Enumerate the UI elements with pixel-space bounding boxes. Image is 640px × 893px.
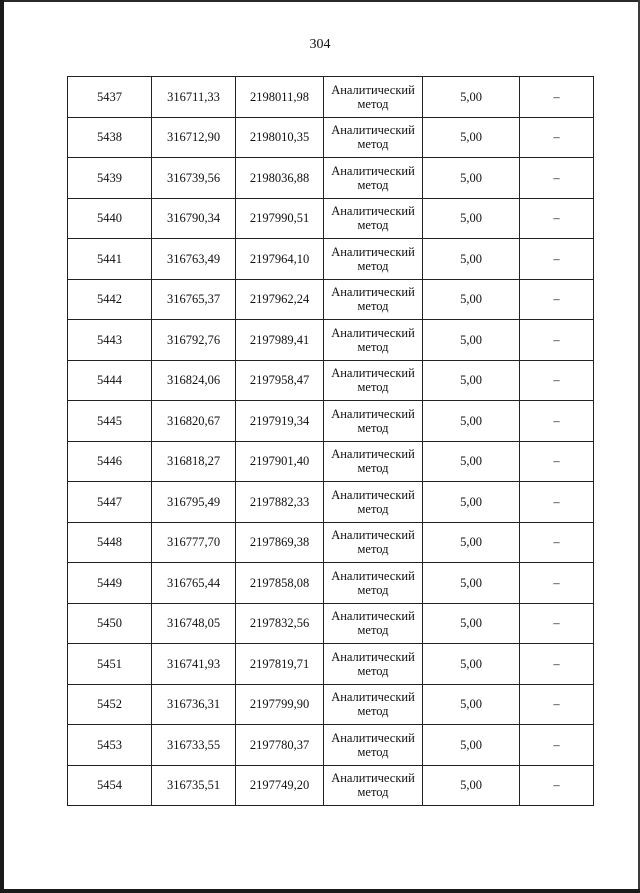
method-cell bbox=[324, 77, 423, 118]
point-number: 5454 bbox=[97, 778, 122, 793]
error-value-cell bbox=[423, 77, 520, 118]
x-coordinate: 316736,31 bbox=[166, 697, 221, 712]
method-cell bbox=[324, 198, 423, 239]
y-coordinate: 2197869,38 bbox=[249, 535, 310, 550]
method-line-2: метод bbox=[357, 461, 389, 476]
error-value: 5,00 bbox=[460, 211, 482, 226]
method-line-2: метод bbox=[357, 177, 389, 192]
scan-edge-left bbox=[0, 0, 4, 893]
y-coordinate-cell bbox=[236, 158, 324, 199]
point-number: 5444 bbox=[97, 373, 122, 388]
x-coordinate: 316733,55 bbox=[166, 737, 221, 752]
y-coordinate: 2197990,51 bbox=[249, 211, 310, 226]
point-number: 5453 bbox=[97, 737, 122, 752]
y-coordinate: 2197901,40 bbox=[249, 454, 310, 469]
note-cell bbox=[520, 117, 594, 158]
x-coordinate: 316711,33 bbox=[167, 89, 220, 104]
method-line-2: метод bbox=[357, 623, 389, 638]
point-number: 5438 bbox=[97, 130, 122, 145]
error-value-cell bbox=[423, 239, 520, 280]
point-number-cell bbox=[68, 360, 152, 401]
error-value-cell bbox=[423, 401, 520, 442]
error-value-cell bbox=[423, 198, 520, 239]
method-cell bbox=[324, 441, 423, 482]
note-cell bbox=[520, 765, 594, 806]
y-coordinate: 2197882,33 bbox=[249, 494, 310, 509]
x-coordinate-cell bbox=[152, 441, 236, 482]
error-value-cell bbox=[423, 441, 520, 482]
method-line-1: Аналитический bbox=[331, 487, 415, 502]
method-cell bbox=[324, 279, 423, 320]
y-coordinate-cell bbox=[236, 482, 324, 523]
y-coordinate-cell bbox=[236, 644, 324, 685]
method-cell bbox=[324, 644, 423, 685]
y-coordinate: 2197780,37 bbox=[249, 737, 310, 752]
error-value-cell bbox=[423, 725, 520, 766]
table-row bbox=[68, 765, 594, 806]
method-line-2: метод bbox=[357, 785, 389, 800]
table-row bbox=[68, 725, 594, 766]
table-row bbox=[68, 401, 594, 442]
error-value-cell bbox=[423, 482, 520, 523]
method-cell bbox=[324, 239, 423, 280]
y-coordinate-cell bbox=[236, 77, 324, 118]
y-coordinate: 2198036,88 bbox=[249, 170, 310, 185]
method-line-1: Аналитический bbox=[331, 244, 415, 259]
point-number-cell bbox=[68, 725, 152, 766]
point-number: 5441 bbox=[97, 251, 122, 266]
table-row bbox=[68, 603, 594, 644]
x-coordinate-cell bbox=[152, 158, 236, 199]
point-number: 5450 bbox=[97, 616, 122, 631]
table-row bbox=[68, 279, 594, 320]
y-coordinate-cell bbox=[236, 401, 324, 442]
point-number-cell bbox=[68, 158, 152, 199]
point-number-cell bbox=[68, 198, 152, 239]
error-value: 5,00 bbox=[460, 130, 482, 145]
note-cell bbox=[520, 603, 594, 644]
method-cell bbox=[324, 158, 423, 199]
x-coordinate: 316824,06 bbox=[166, 373, 221, 388]
note-dash: – bbox=[553, 454, 560, 469]
note-cell bbox=[520, 360, 594, 401]
y-coordinate-cell bbox=[236, 603, 324, 644]
error-value: 5,00 bbox=[460, 575, 482, 590]
y-coordinate: 2197749,20 bbox=[249, 778, 310, 793]
note-dash: – bbox=[553, 130, 560, 145]
error-value: 5,00 bbox=[460, 373, 482, 388]
x-coordinate-cell bbox=[152, 77, 236, 118]
method-line-1: Аналитический bbox=[331, 204, 415, 219]
x-coordinate: 316739,56 bbox=[166, 170, 221, 185]
x-coordinate: 316712,90 bbox=[166, 130, 221, 145]
x-coordinate: 316818,27 bbox=[166, 454, 221, 469]
point-number-cell bbox=[68, 401, 152, 442]
error-value: 5,00 bbox=[460, 170, 482, 185]
x-coordinate: 316765,37 bbox=[166, 292, 221, 307]
x-coordinate: 316790,34 bbox=[166, 211, 221, 226]
table-row bbox=[68, 360, 594, 401]
x-coordinate-cell bbox=[152, 563, 236, 604]
note-dash: – bbox=[553, 616, 560, 631]
y-coordinate-cell bbox=[236, 117, 324, 158]
error-value: 5,00 bbox=[460, 656, 482, 671]
table-row bbox=[68, 198, 594, 239]
note-dash: – bbox=[553, 373, 560, 388]
point-number: 5446 bbox=[97, 454, 122, 469]
y-coordinate: 2198011,98 bbox=[250, 89, 309, 104]
point-number-cell bbox=[68, 320, 152, 361]
point-number-cell bbox=[68, 77, 152, 118]
page-number: 304 bbox=[309, 37, 331, 52]
table-row bbox=[68, 239, 594, 280]
point-number-cell bbox=[68, 441, 152, 482]
x-coordinate-cell bbox=[152, 522, 236, 563]
x-coordinate: 316735,51 bbox=[166, 778, 221, 793]
point-number: 5442 bbox=[97, 292, 122, 307]
error-value: 5,00 bbox=[460, 494, 482, 509]
method-cell bbox=[324, 360, 423, 401]
x-coordinate: 316792,76 bbox=[166, 332, 221, 347]
method-cell bbox=[324, 117, 423, 158]
method-line-2: метод bbox=[357, 339, 389, 354]
x-coordinate-cell bbox=[152, 482, 236, 523]
method-line-2: метод bbox=[357, 96, 389, 111]
note-cell bbox=[520, 684, 594, 725]
error-value: 5,00 bbox=[460, 413, 482, 428]
x-coordinate-cell bbox=[152, 360, 236, 401]
y-coordinate-cell bbox=[236, 320, 324, 361]
scan-edge-bottom bbox=[0, 889, 640, 893]
table-row bbox=[68, 320, 594, 361]
method-line-1: Аналитический bbox=[331, 325, 415, 340]
y-coordinate: 2197819,71 bbox=[249, 656, 310, 671]
point-number: 5449 bbox=[97, 575, 122, 590]
note-cell bbox=[520, 320, 594, 361]
note-dash: – bbox=[553, 535, 560, 550]
error-value-cell bbox=[423, 684, 520, 725]
note-dash: – bbox=[553, 332, 560, 347]
y-coordinate-cell bbox=[236, 279, 324, 320]
method-line-1: Аналитический bbox=[331, 609, 415, 624]
table-row bbox=[68, 117, 594, 158]
error-value-cell bbox=[423, 563, 520, 604]
note-cell bbox=[520, 482, 594, 523]
x-coordinate: 316748,05 bbox=[166, 616, 221, 631]
note-cell bbox=[520, 239, 594, 280]
method-line-1: Аналитический bbox=[331, 163, 415, 178]
method-line-2: метод bbox=[357, 258, 389, 273]
method-line-2: метод bbox=[357, 380, 389, 395]
method-line-1: Аналитический bbox=[331, 447, 415, 462]
method-line-2: метод bbox=[357, 299, 389, 314]
y-coordinate: 2197964,10 bbox=[249, 251, 310, 266]
point-number-cell bbox=[68, 279, 152, 320]
table-row bbox=[68, 644, 594, 685]
note-dash: – bbox=[553, 170, 560, 185]
x-coordinate-cell bbox=[152, 644, 236, 685]
note-dash: – bbox=[553, 89, 560, 104]
x-coordinate-cell bbox=[152, 320, 236, 361]
note-cell bbox=[520, 563, 594, 604]
error-value-cell bbox=[423, 765, 520, 806]
error-value: 5,00 bbox=[460, 251, 482, 266]
y-coordinate: 2198010,35 bbox=[249, 130, 310, 145]
note-cell bbox=[520, 725, 594, 766]
x-coordinate-cell bbox=[152, 117, 236, 158]
method-line-1: Аналитический bbox=[331, 568, 415, 583]
error-value: 5,00 bbox=[460, 332, 482, 347]
coordinates-table-container bbox=[67, 76, 593, 806]
y-coordinate: 2197989,41 bbox=[249, 332, 310, 347]
y-coordinate: 2197958,47 bbox=[249, 373, 310, 388]
note-dash: – bbox=[553, 292, 560, 307]
point-number: 5452 bbox=[97, 697, 122, 712]
table-row bbox=[68, 563, 594, 604]
method-line-1: Аналитический bbox=[331, 649, 415, 664]
error-value-cell bbox=[423, 117, 520, 158]
point-number-cell bbox=[68, 684, 152, 725]
note-cell bbox=[520, 198, 594, 239]
error-value-cell bbox=[423, 320, 520, 361]
method-cell bbox=[324, 684, 423, 725]
method-line-1: Аналитический bbox=[331, 406, 415, 421]
note-dash: – bbox=[553, 413, 560, 428]
x-coordinate-cell bbox=[152, 765, 236, 806]
x-coordinate-cell bbox=[152, 239, 236, 280]
note-cell bbox=[520, 644, 594, 685]
x-coordinate: 316777,70 bbox=[166, 535, 221, 550]
method-line-2: метод bbox=[357, 704, 389, 719]
note-cell bbox=[520, 279, 594, 320]
method-line-2: метод bbox=[357, 420, 389, 435]
method-cell bbox=[324, 765, 423, 806]
y-coordinate-cell bbox=[236, 360, 324, 401]
point-number-cell bbox=[68, 522, 152, 563]
point-number-cell bbox=[68, 765, 152, 806]
table-row bbox=[68, 482, 594, 523]
method-cell bbox=[324, 725, 423, 766]
coordinates-table bbox=[67, 76, 594, 806]
error-value: 5,00 bbox=[460, 697, 482, 712]
note-dash: – bbox=[553, 251, 560, 266]
y-coordinate: 2197919,34 bbox=[249, 413, 310, 428]
x-coordinate-cell bbox=[152, 684, 236, 725]
method-cell bbox=[324, 522, 423, 563]
note-dash: – bbox=[553, 737, 560, 752]
method-line-2: метод bbox=[357, 137, 389, 152]
error-value: 5,00 bbox=[460, 535, 482, 550]
scan-edge-top bbox=[0, 0, 640, 2]
point-number-cell bbox=[68, 563, 152, 604]
note-dash: – bbox=[553, 211, 560, 226]
y-coordinate: 2197832,56 bbox=[249, 616, 310, 631]
method-line-2: метод bbox=[357, 582, 389, 597]
method-line-1: Аналитический bbox=[331, 690, 415, 705]
point-number: 5447 bbox=[97, 494, 122, 509]
table-row bbox=[68, 684, 594, 725]
point-number-cell bbox=[68, 482, 152, 523]
point-number: 5440 bbox=[97, 211, 122, 226]
table-row bbox=[68, 77, 594, 118]
point-number: 5437 bbox=[97, 89, 122, 104]
error-value: 5,00 bbox=[460, 89, 482, 104]
note-cell bbox=[520, 441, 594, 482]
table-row bbox=[68, 441, 594, 482]
table-body bbox=[68, 77, 594, 806]
x-coordinate-cell bbox=[152, 725, 236, 766]
method-cell bbox=[324, 603, 423, 644]
y-coordinate-cell bbox=[236, 563, 324, 604]
error-value-cell bbox=[423, 279, 520, 320]
y-coordinate: 2197799,90 bbox=[249, 697, 310, 712]
method-line-1: Аналитический bbox=[331, 123, 415, 138]
note-cell bbox=[520, 522, 594, 563]
note-cell bbox=[520, 158, 594, 199]
method-line-2: метод bbox=[357, 218, 389, 233]
x-coordinate-cell bbox=[152, 279, 236, 320]
y-coordinate-cell bbox=[236, 765, 324, 806]
method-line-1: Аналитический bbox=[331, 528, 415, 543]
x-coordinate: 316765,44 bbox=[166, 575, 221, 590]
method-line-2: метод bbox=[357, 744, 389, 759]
method-line-1: Аналитический bbox=[331, 730, 415, 745]
error-value-cell bbox=[423, 522, 520, 563]
point-number-cell bbox=[68, 117, 152, 158]
error-value: 5,00 bbox=[460, 737, 482, 752]
error-value: 5,00 bbox=[460, 778, 482, 793]
point-number: 5448 bbox=[97, 535, 122, 550]
point-number-cell bbox=[68, 603, 152, 644]
note-dash: – bbox=[553, 575, 560, 590]
note-dash: – bbox=[553, 778, 560, 793]
x-coordinate-cell bbox=[152, 603, 236, 644]
method-line-1: Аналитический bbox=[331, 285, 415, 300]
note-dash: – bbox=[553, 697, 560, 712]
error-value-cell bbox=[423, 603, 520, 644]
y-coordinate-cell bbox=[236, 441, 324, 482]
note-dash: – bbox=[553, 656, 560, 671]
method-line-1: Аналитический bbox=[331, 771, 415, 786]
point-number-cell bbox=[68, 239, 152, 280]
method-cell bbox=[324, 563, 423, 604]
y-coordinate: 2197962,24 bbox=[249, 292, 310, 307]
table-row bbox=[68, 158, 594, 199]
x-coordinate: 316763,49 bbox=[166, 251, 221, 266]
x-coordinate-cell bbox=[152, 401, 236, 442]
x-coordinate-cell bbox=[152, 198, 236, 239]
note-cell bbox=[520, 77, 594, 118]
method-line-2: метод bbox=[357, 542, 389, 557]
method-cell bbox=[324, 482, 423, 523]
note-dash: – bbox=[553, 494, 560, 509]
x-coordinate: 316741,93 bbox=[166, 656, 221, 671]
x-coordinate: 316795,49 bbox=[166, 494, 221, 509]
error-value: 5,00 bbox=[460, 454, 482, 469]
y-coordinate-cell bbox=[236, 239, 324, 280]
y-coordinate: 2197858,08 bbox=[249, 575, 310, 590]
table-row bbox=[68, 522, 594, 563]
method-line-2: метод bbox=[357, 501, 389, 516]
x-coordinate: 316820,67 bbox=[166, 413, 221, 428]
point-number: 5443 bbox=[97, 332, 122, 347]
error-value-cell bbox=[423, 158, 520, 199]
point-number: 5445 bbox=[97, 413, 122, 428]
method-line-1: Аналитический bbox=[331, 366, 415, 381]
y-coordinate-cell bbox=[236, 725, 324, 766]
error-value: 5,00 bbox=[460, 292, 482, 307]
y-coordinate-cell bbox=[236, 684, 324, 725]
point-number-cell bbox=[68, 644, 152, 685]
point-number: 5439 bbox=[97, 170, 122, 185]
y-coordinate-cell bbox=[236, 198, 324, 239]
method-cell bbox=[324, 401, 423, 442]
error-value-cell bbox=[423, 360, 520, 401]
point-number: 5451 bbox=[97, 656, 122, 671]
error-value: 5,00 bbox=[460, 616, 482, 631]
error-value-cell bbox=[423, 644, 520, 685]
method-cell bbox=[324, 320, 423, 361]
method-line-1: Аналитический bbox=[331, 82, 415, 97]
note-cell bbox=[520, 401, 594, 442]
y-coordinate-cell bbox=[236, 522, 324, 563]
method-line-2: метод bbox=[357, 663, 389, 678]
